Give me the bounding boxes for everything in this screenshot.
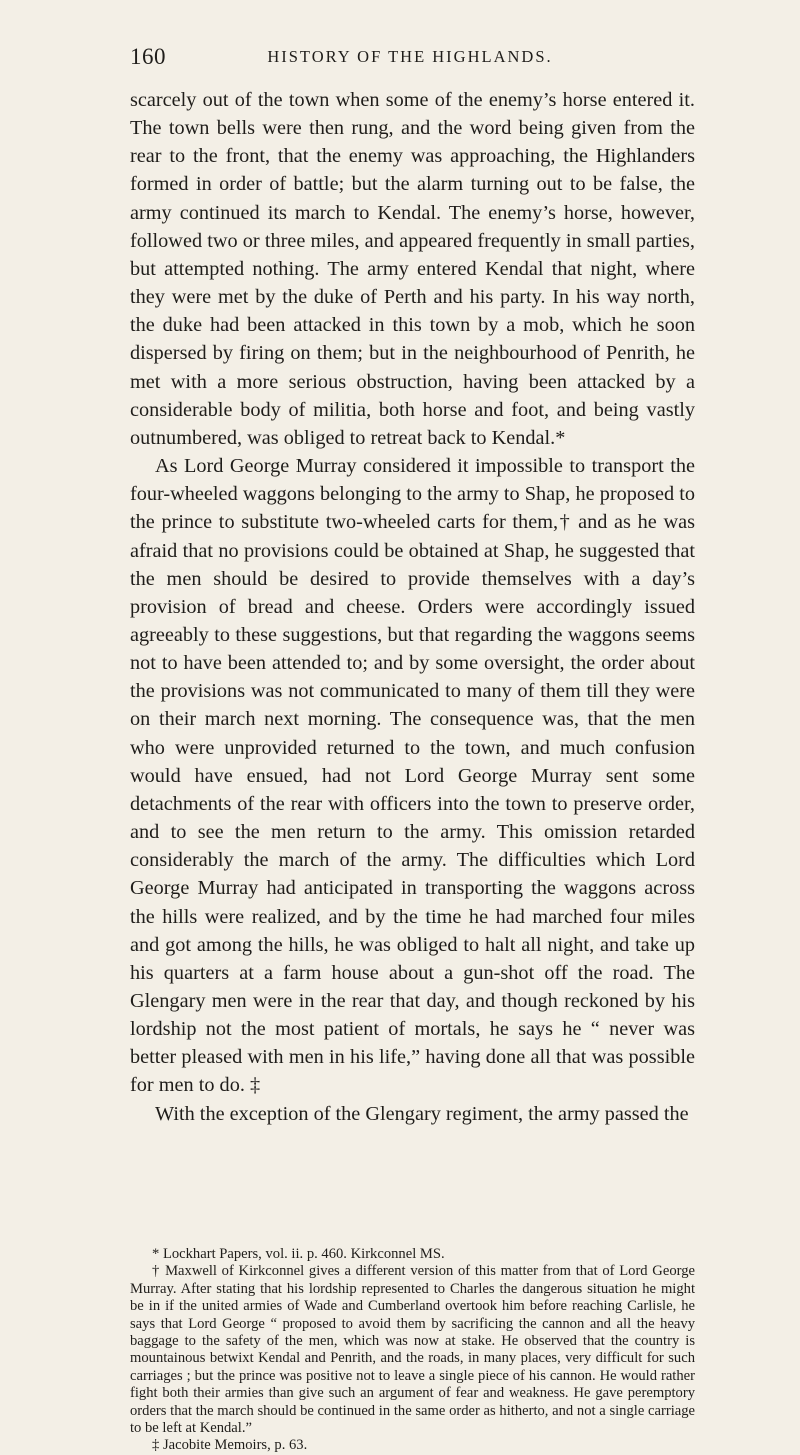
paragraph: scarcely out of the town when some of the enemy’s horse entered it. The town bells were then rung, and the word being given from the rear to the front, that the enemy was approaching, the Highlanders formed in order of battle; but the alarm turning out to be false, the army continued its march to Kendal. The enemy’s horse, however, followed two or three miles, and appeared frequently in small parties, but attempted nothing. The army entered Kendal that night, where they were met by the duke of Perth and his party. In his way north, the duke had been attacked in this town by a mob, which he soon dispersed by firing on them; but in the neighbourhood of Penrith, he met with a more serious obstruction, having been attacked by a considerable body of militia, both horse and foot, and being vastly outnumbered, was obliged to retreat back to Kendal.*: [130, 89, 695, 449]
footnote: † Maxwell of Kirkconnel gives a different version of this matter from that of Lord George Murray. After stating that his lordship represented to Charles the dangerous situation he might be in if the united armies of Wade and Cumberland overtook him before reaching Carlisle, he says that Lord George “ proposed to avoid them by sacrificing the cannon and all the heavy baggage to the safety of the men, which was now at stake. He observed that the country is mountainous betwixt Kendal and Penrith, and the roads, in many places, very difficult for such carriages ; but the prince was positive not to leave a single piece of his cannon. He would rather fight both their armies than give such an argument of fear and weakness. He gave peremptory orders that the march should be continued in the same order as hitherto, and not a single carriage to be left at Kendal.”: [130, 1263, 695, 1437]
page-number: 160: [130, 44, 166, 69]
paragraph: As Lord George Murray considered it impossible to transport the four-wheeled waggons belonging to the army to Shap, he proposed to the prince to substitute two-wheeled carts for them,† and as he was afraid that no provisions could be obtained at Shap, he suggested that the men should be desired to provide themselves with a day’s provision of bread and cheese. Orders were accordingly issued agreeably to these suggestions, but that regarding the waggons seems not to have been attended to; and by some oversight, the order about the provisions was not communicated to many of them till they were on their march next morning. The consequence was, that the men who were unprovided returned to the town, and much confusion would have ensued, had not Lord George Murray sent some detachments of the rear with officers into the town to preserve order, and to see the men return to the army. This omission retarded considerably the march of the army. The difficulties which Lord George Murray had anticipated in transporting the waggons across the hills were realized, and by the time he had marched four miles and got among the hills, he was obliged to halt all night, and take up his quarters at a farm house about a gun-shot off the road. The Glengary men were in the rear that day, and though reckoned by his lordship not the most patient of mortals, he says he “ never was better pleased with men in his life,” having done all that was possible for men to do. ‡: [130, 455, 695, 1097]
footnote: ‡ Jacobite Memoirs, p. 63.: [152, 1437, 308, 1454]
running-title: HISTORY OF THE HIGHLANDS.: [267, 47, 553, 66]
footnotes: [130, 1246, 695, 1455]
body-text: [130, 86, 695, 1128]
footnote: * Lockhart Papers, vol. ii. p. 460. Kirkconnel MS.: [152, 1246, 445, 1262]
page-header: [130, 44, 690, 74]
paragraph: With the exception of the Glengary regiment, the army passed the: [155, 1102, 689, 1125]
